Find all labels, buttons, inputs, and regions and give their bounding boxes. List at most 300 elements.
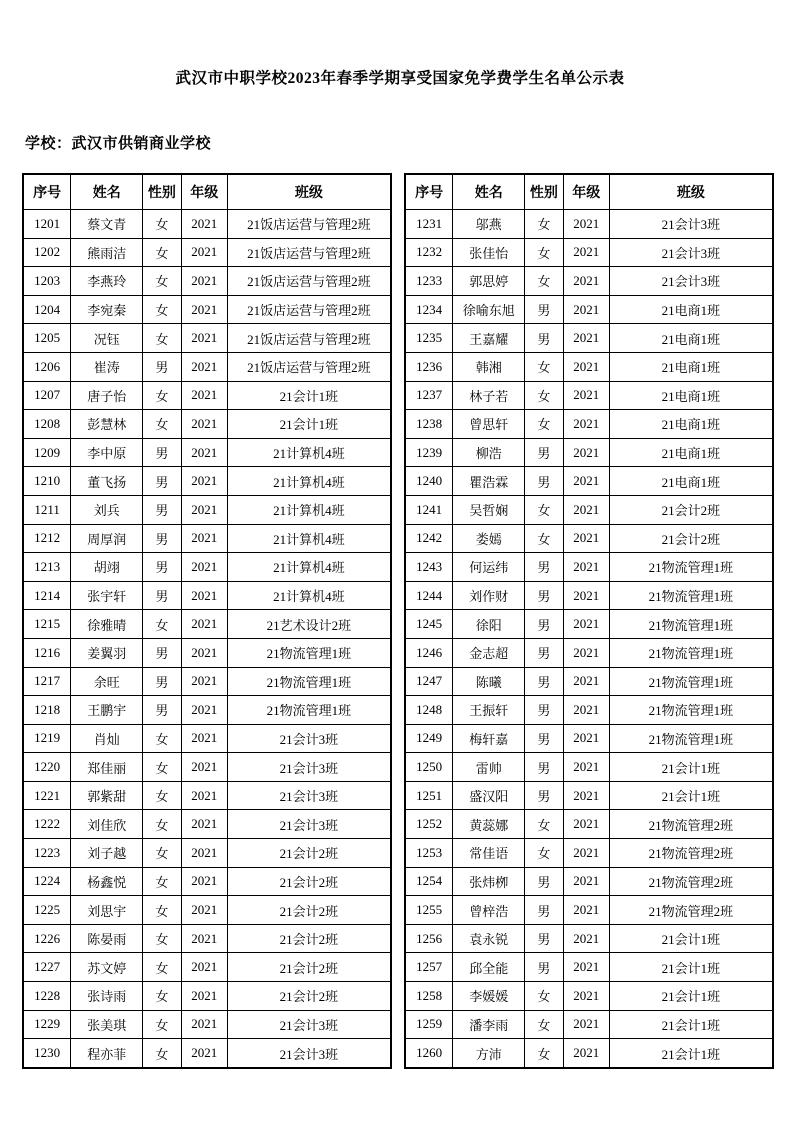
name-cell: 林子若 (453, 381, 525, 410)
grade-cell: 2021 (181, 1039, 227, 1068)
serial-cell: 1254 (405, 867, 453, 896)
serial-cell: 1229 (23, 1010, 71, 1039)
column-header-class-cell: 班级 (609, 174, 773, 210)
grade-cell: 2021 (563, 352, 609, 381)
gender-cell: 男 (525, 581, 564, 610)
name-cell: 邬燕 (453, 210, 525, 239)
table-row (23, 352, 391, 381)
table-row (23, 381, 391, 410)
grade-cell: 2021 (181, 781, 227, 810)
name-cell: 梅轩嘉 (453, 724, 525, 753)
gender-cell: 女 (525, 381, 564, 410)
gender-cell: 女 (143, 1010, 182, 1039)
serial-cell: 1204 (23, 295, 71, 324)
gender-cell: 男 (143, 553, 182, 582)
serial-cell: 1210 (23, 467, 71, 496)
name-cell: 刘思宇 (71, 896, 143, 925)
serial-cell: 1207 (23, 381, 71, 410)
gender-cell: 男 (525, 867, 564, 896)
grade-cell: 2021 (563, 238, 609, 267)
class-cell: 21会计3班 (227, 810, 391, 839)
gender-cell: 女 (525, 495, 564, 524)
name-cell: 郭思婷 (453, 267, 525, 296)
gender-cell: 男 (525, 781, 564, 810)
class-cell: 21会计2班 (227, 924, 391, 953)
table-row (23, 267, 391, 296)
table-row (405, 238, 773, 267)
gender-cell: 女 (143, 295, 182, 324)
gender-cell: 女 (143, 753, 182, 782)
name-cell: 苏文婷 (71, 953, 143, 982)
class-cell: 21计算机4班 (227, 495, 391, 524)
table-row (23, 610, 391, 639)
grade-cell: 2021 (181, 1010, 227, 1039)
name-cell: 李媛媛 (453, 982, 525, 1011)
class-cell: 21电商1班 (609, 410, 773, 439)
grade-cell: 2021 (563, 210, 609, 239)
table-row (23, 896, 391, 925)
class-cell: 21物流管理1班 (227, 696, 391, 725)
grade-cell: 2021 (563, 553, 609, 582)
grade-cell: 2021 (563, 381, 609, 410)
serial-cell: 1243 (405, 553, 453, 582)
name-cell: 周厚润 (71, 524, 143, 553)
name-cell: 徐雅晴 (71, 610, 143, 639)
grade-cell: 2021 (563, 953, 609, 982)
class-cell: 21会计3班 (227, 753, 391, 782)
serial-cell: 1244 (405, 581, 453, 610)
class-cell: 21计算机4班 (227, 438, 391, 467)
serial-cell: 1247 (405, 667, 453, 696)
serial-cell: 1201 (23, 210, 71, 239)
grade-cell: 2021 (181, 610, 227, 639)
class-cell: 21饭店运营与管理2班 (227, 295, 391, 324)
gender-cell: 女 (525, 1039, 564, 1068)
table-row (405, 867, 773, 896)
gender-cell: 男 (525, 610, 564, 639)
gender-cell: 男 (525, 696, 564, 725)
name-cell: 袁永锐 (453, 924, 525, 953)
table-row (23, 295, 391, 324)
student-table-left (22, 173, 392, 1069)
table-row (23, 210, 391, 239)
gender-cell: 男 (143, 495, 182, 524)
class-cell: 21饭店运营与管理2班 (227, 210, 391, 239)
class-cell: 21会计3班 (227, 1039, 391, 1068)
gender-cell: 男 (143, 667, 182, 696)
table-row (405, 524, 773, 553)
serial-cell: 1219 (23, 724, 71, 753)
class-cell: 21会计3班 (609, 267, 773, 296)
table-row (23, 638, 391, 667)
name-cell: 王振轩 (453, 696, 525, 725)
class-cell: 21会计3班 (227, 724, 391, 753)
gender-cell: 女 (525, 352, 564, 381)
class-cell: 21物流管理1班 (227, 638, 391, 667)
name-cell: 陈晏雨 (71, 924, 143, 953)
table-row (405, 1039, 773, 1068)
table-row (405, 753, 773, 782)
class-cell: 21会计1班 (609, 1039, 773, 1068)
serial-cell: 1221 (23, 781, 71, 810)
serial-cell: 1226 (23, 924, 71, 953)
serial-cell: 1218 (23, 696, 71, 725)
gender-cell: 男 (143, 438, 182, 467)
table-row (23, 1039, 391, 1068)
name-cell: 黄蕊娜 (453, 810, 525, 839)
serial-cell: 1236 (405, 352, 453, 381)
table-row (23, 810, 391, 839)
grade-cell: 2021 (563, 753, 609, 782)
name-cell: 王嘉耀 (453, 324, 525, 353)
gender-cell: 女 (143, 982, 182, 1011)
name-cell: 刘兵 (71, 495, 143, 524)
table-row (23, 724, 391, 753)
grade-cell: 2021 (181, 638, 227, 667)
serial-cell: 1234 (405, 295, 453, 324)
serial-cell: 1230 (23, 1039, 71, 1068)
gender-cell: 男 (525, 467, 564, 496)
name-cell: 张宇轩 (71, 581, 143, 610)
grade-cell: 2021 (181, 839, 227, 868)
serial-cell: 1224 (23, 867, 71, 896)
serial-cell: 1211 (23, 495, 71, 524)
gender-cell: 女 (143, 381, 182, 410)
class-cell: 21会计2班 (227, 867, 391, 896)
table-row (405, 1010, 773, 1039)
name-cell: 彭慧林 (71, 410, 143, 439)
class-cell: 21会计1班 (609, 1010, 773, 1039)
table-row (405, 352, 773, 381)
table-row (23, 1010, 391, 1039)
gender-cell: 女 (525, 238, 564, 267)
column-header-gender-cell: 性别 (143, 174, 182, 210)
name-cell: 雷帅 (453, 753, 525, 782)
name-cell: 盛汉阳 (453, 781, 525, 810)
gender-cell: 女 (143, 324, 182, 353)
name-cell: 程亦菲 (71, 1039, 143, 1068)
column-header-name-cell: 姓名 (453, 174, 525, 210)
name-cell: 张佳怡 (453, 238, 525, 267)
serial-cell: 1233 (405, 267, 453, 296)
gender-cell: 女 (143, 238, 182, 267)
table-row (23, 924, 391, 953)
name-cell: 王鹏宇 (71, 696, 143, 725)
grade-cell: 2021 (563, 638, 609, 667)
table-row (405, 610, 773, 639)
serial-cell: 1228 (23, 982, 71, 1011)
name-cell: 娄嫣 (453, 524, 525, 553)
serial-cell: 1227 (23, 953, 71, 982)
grade-cell: 2021 (181, 753, 227, 782)
serial-cell: 1225 (23, 896, 71, 925)
class-cell: 21艺术设计2班 (227, 610, 391, 639)
gender-cell: 女 (525, 410, 564, 439)
gender-cell: 女 (143, 210, 182, 239)
name-cell: 潘李雨 (453, 1010, 525, 1039)
class-cell: 21会计1班 (227, 410, 391, 439)
gender-cell: 女 (143, 724, 182, 753)
name-cell: 吴哲娴 (453, 495, 525, 524)
name-cell: 蔡文青 (71, 210, 143, 239)
class-cell: 21物流管理2班 (609, 839, 773, 868)
name-cell: 何运纬 (453, 553, 525, 582)
table-row (405, 295, 773, 324)
serial-cell: 1259 (405, 1010, 453, 1039)
table-row (405, 696, 773, 725)
gender-cell: 女 (143, 610, 182, 639)
column-header-class-cell: 班级 (227, 174, 391, 210)
grade-cell: 2021 (181, 438, 227, 467)
grade-cell: 2021 (181, 210, 227, 239)
class-cell: 21物流管理2班 (609, 867, 773, 896)
gender-cell: 男 (525, 295, 564, 324)
grade-cell: 2021 (563, 438, 609, 467)
column-header-grade-cell: 年级 (563, 174, 609, 210)
class-cell: 21物流管理1班 (609, 581, 773, 610)
grade-cell: 2021 (181, 553, 227, 582)
gender-cell: 男 (525, 553, 564, 582)
name-cell: 韩湘 (453, 352, 525, 381)
serial-cell: 1232 (405, 238, 453, 267)
class-cell: 21物流管理1班 (609, 638, 773, 667)
school-label: 学校：武汉市供销商业学校 (25, 136, 212, 152)
class-cell: 21电商1班 (609, 295, 773, 324)
class-cell: 21物流管理1班 (227, 667, 391, 696)
gender-cell: 女 (143, 839, 182, 868)
table-row (405, 839, 773, 868)
class-cell: 21电商1班 (609, 324, 773, 353)
gender-cell: 女 (525, 524, 564, 553)
name-cell: 胡翊 (71, 553, 143, 582)
gender-cell: 女 (143, 781, 182, 810)
name-cell: 熊雨洁 (71, 238, 143, 267)
table-row (405, 267, 773, 296)
grade-cell: 2021 (563, 924, 609, 953)
class-cell: 21计算机4班 (227, 524, 391, 553)
gender-cell: 女 (143, 1039, 182, 1068)
gender-cell: 女 (143, 267, 182, 296)
serial-cell: 1260 (405, 1039, 453, 1068)
class-cell: 21电商1班 (609, 438, 773, 467)
grade-cell: 2021 (563, 696, 609, 725)
class-cell: 21会计1班 (609, 953, 773, 982)
serial-cell: 1255 (405, 896, 453, 925)
table-row (405, 781, 773, 810)
class-cell: 21饭店运营与管理2班 (227, 238, 391, 267)
name-cell: 李燕玲 (71, 267, 143, 296)
name-cell: 唐子怡 (71, 381, 143, 410)
grade-cell: 2021 (181, 867, 227, 896)
class-cell: 21会计3班 (609, 210, 773, 239)
name-cell: 杨鑫悦 (71, 867, 143, 896)
gender-cell: 男 (525, 638, 564, 667)
table-row (23, 553, 391, 582)
header-row (23, 174, 391, 210)
class-cell: 21会计2班 (609, 495, 773, 524)
class-cell: 21电商1班 (609, 467, 773, 496)
serial-cell: 1206 (23, 352, 71, 381)
page-title: 武汉市中职学校2023年春季学期享受国家免学费学生名单公示表 (175, 70, 625, 87)
class-cell: 21计算机4班 (227, 553, 391, 582)
serial-cell: 1240 (405, 467, 453, 496)
column-header-gender-cell: 性别 (525, 174, 564, 210)
table-row (405, 381, 773, 410)
table-row (23, 839, 391, 868)
table-row (23, 696, 391, 725)
table-row (23, 667, 391, 696)
table-row (23, 467, 391, 496)
table-row (23, 324, 391, 353)
grade-cell: 2021 (563, 495, 609, 524)
class-cell: 21会计1班 (227, 381, 391, 410)
table-row (23, 953, 391, 982)
table-row (405, 924, 773, 953)
gender-cell: 女 (143, 953, 182, 982)
class-cell: 21会计2班 (227, 839, 391, 868)
table-row (23, 524, 391, 553)
serial-cell: 1258 (405, 982, 453, 1011)
class-cell: 21饭店运营与管理2班 (227, 324, 391, 353)
serial-cell: 1209 (23, 438, 71, 467)
gender-cell: 男 (143, 352, 182, 381)
name-cell: 曾思轩 (453, 410, 525, 439)
table-row (405, 495, 773, 524)
class-cell: 21会计1班 (609, 982, 773, 1011)
tables-container (22, 173, 774, 1069)
class-cell: 21电商1班 (609, 352, 773, 381)
name-cell: 曾梓浩 (453, 896, 525, 925)
class-cell: 21饭店运营与管理2班 (227, 267, 391, 296)
gender-cell: 男 (525, 667, 564, 696)
grade-cell: 2021 (563, 982, 609, 1011)
serial-cell: 1220 (23, 753, 71, 782)
gender-cell: 男 (143, 638, 182, 667)
class-cell: 21物流管理2班 (609, 896, 773, 925)
name-cell: 刘子越 (71, 839, 143, 868)
grade-cell: 2021 (181, 295, 227, 324)
serial-cell: 1252 (405, 810, 453, 839)
class-cell: 21计算机4班 (227, 467, 391, 496)
grade-cell: 2021 (181, 324, 227, 353)
class-cell: 21会计1班 (609, 924, 773, 953)
name-cell: 余旺 (71, 667, 143, 696)
table-row (23, 753, 391, 782)
name-cell: 徐喻东旭 (453, 295, 525, 324)
serial-cell: 1242 (405, 524, 453, 553)
gender-cell: 女 (143, 867, 182, 896)
table-row (405, 667, 773, 696)
class-cell: 21物流管理2班 (609, 810, 773, 839)
column-header-name-cell: 姓名 (71, 174, 143, 210)
serial-cell: 1202 (23, 238, 71, 267)
serial-cell: 1203 (23, 267, 71, 296)
gender-cell: 男 (525, 438, 564, 467)
gender-cell: 男 (143, 467, 182, 496)
column-header-grade-cell: 年级 (181, 174, 227, 210)
grade-cell: 2021 (181, 696, 227, 725)
class-cell: 21物流管理1班 (609, 667, 773, 696)
gender-cell: 女 (143, 924, 182, 953)
serial-cell: 1212 (23, 524, 71, 553)
serial-cell: 1245 (405, 610, 453, 639)
gender-cell: 男 (525, 753, 564, 782)
serial-cell: 1223 (23, 839, 71, 868)
class-cell: 21会计1班 (609, 753, 773, 782)
name-cell: 陈曦 (453, 667, 525, 696)
grade-cell: 2021 (181, 810, 227, 839)
grade-cell: 2021 (181, 352, 227, 381)
name-cell: 刘作财 (453, 581, 525, 610)
name-cell: 常佳语 (453, 839, 525, 868)
gender-cell: 女 (525, 210, 564, 239)
table-row (405, 438, 773, 467)
table-row (405, 810, 773, 839)
grade-cell: 2021 (563, 667, 609, 696)
serial-cell: 1214 (23, 581, 71, 610)
class-cell: 21物流管理1班 (609, 553, 773, 582)
class-cell: 21会计3班 (227, 781, 391, 810)
grade-cell: 2021 (563, 1039, 609, 1068)
class-cell: 21计算机4班 (227, 581, 391, 610)
grade-cell: 2021 (181, 667, 227, 696)
grade-cell: 2021 (181, 982, 227, 1011)
grade-cell: 2021 (181, 238, 227, 267)
serial-cell: 1249 (405, 724, 453, 753)
student-table-right (404, 173, 774, 1069)
name-cell: 况钰 (71, 324, 143, 353)
gender-cell: 女 (143, 896, 182, 925)
table-row (405, 324, 773, 353)
class-cell: 21会计3班 (609, 238, 773, 267)
class-cell: 21会计2班 (227, 896, 391, 925)
gender-cell: 女 (525, 839, 564, 868)
gender-cell: 男 (525, 724, 564, 753)
gender-cell: 男 (143, 696, 182, 725)
name-cell: 李宛秦 (71, 295, 143, 324)
grade-cell: 2021 (563, 524, 609, 553)
class-cell: 21物流管理1班 (609, 696, 773, 725)
grade-cell: 2021 (563, 581, 609, 610)
serial-cell: 1251 (405, 781, 453, 810)
table-row (23, 238, 391, 267)
grade-cell: 2021 (181, 267, 227, 296)
grade-cell: 2021 (563, 1010, 609, 1039)
grade-cell: 2021 (563, 867, 609, 896)
serial-cell: 1216 (23, 638, 71, 667)
table-row (405, 581, 773, 610)
serial-cell: 1237 (405, 381, 453, 410)
grade-cell: 2021 (563, 410, 609, 439)
class-cell: 21会计2班 (227, 953, 391, 982)
table-row (23, 781, 391, 810)
serial-cell: 1215 (23, 610, 71, 639)
serial-cell: 1208 (23, 410, 71, 439)
table-row (23, 495, 391, 524)
table-row (405, 553, 773, 582)
serial-cell: 1241 (405, 495, 453, 524)
serial-cell: 1222 (23, 810, 71, 839)
table-row (405, 638, 773, 667)
gender-cell: 男 (525, 324, 564, 353)
header-row (405, 174, 773, 210)
grade-cell: 2021 (181, 495, 227, 524)
serial-cell: 1239 (405, 438, 453, 467)
grade-cell: 2021 (181, 724, 227, 753)
grade-cell: 2021 (563, 267, 609, 296)
class-cell: 21会计1班 (609, 781, 773, 810)
table-row (23, 581, 391, 610)
